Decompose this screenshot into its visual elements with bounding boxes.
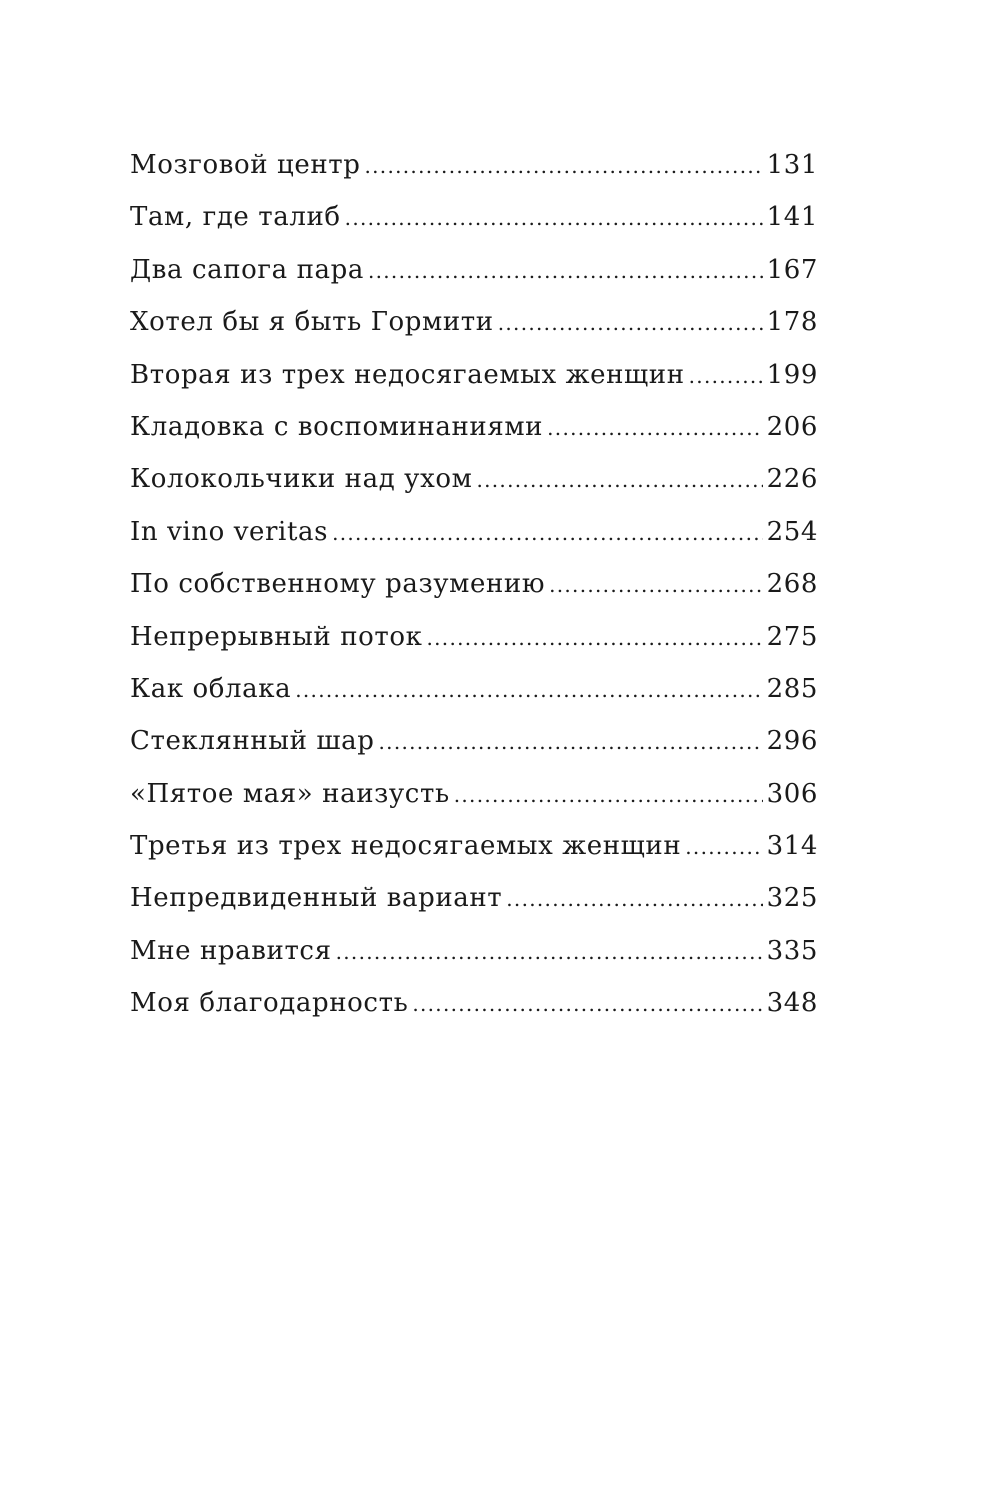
toc-entry [130, 622, 818, 674]
toc-entry [130, 255, 818, 307]
toc-entry-title: Хотел бы я быть Гормити [130, 307, 494, 338]
toc-dot-leader [364, 150, 762, 180]
toc-entry [130, 779, 818, 831]
toc-entry [130, 464, 818, 516]
toc-dot-leader [685, 831, 762, 861]
toc-entry-title: Кладовка с воспоминаниями [130, 411, 544, 442]
toc-entry-page: 199 [766, 359, 818, 390]
toc-entry-page: 226 [766, 464, 818, 495]
toc-entry-title: Мне нравится [130, 935, 332, 966]
toc-dot-leader [345, 202, 763, 232]
toc-entry-page: 325 [766, 883, 818, 914]
toc-dot-leader [412, 988, 762, 1018]
toc-entry [130, 517, 818, 569]
toc-entry-page: 306 [766, 778, 818, 809]
toc-entry [130, 883, 818, 935]
toc-entry-title: Колокольчики над ухом [130, 464, 473, 495]
toc-entry-title: Два сапога пара [130, 254, 364, 285]
toc-entry-page: 178 [766, 307, 818, 338]
toc-dot-leader [379, 726, 763, 756]
toc-entry-title: Третья из трех недосягаемых женщин [130, 831, 682, 862]
toc-entry-page: 131 [766, 150, 818, 180]
toc-dot-leader [476, 464, 762, 494]
toc-entry-title: Моя благодарность [130, 988, 409, 1019]
toc-entry-page: 275 [766, 621, 818, 652]
toc-entry-title: «Пятое мая» наизусть [130, 778, 450, 809]
toc-entry [130, 726, 818, 778]
toc-entry [130, 936, 818, 988]
toc-entry [130, 569, 818, 621]
toc-entry [130, 150, 818, 202]
toc-entry [130, 202, 818, 254]
toc-dot-leader [368, 255, 763, 285]
toc-entry-title: In vino veritas [130, 516, 329, 547]
toc-dot-leader [454, 779, 763, 809]
toc-dot-leader [336, 936, 763, 966]
toc-entry-title: Непрерывный поток [130, 621, 423, 652]
toc-entry-title: Стеклянный шар [130, 726, 375, 757]
toc-dot-leader [549, 569, 763, 599]
toc-entry-title: Как облака [130, 673, 292, 704]
toc-entry [130, 674, 818, 726]
toc-entry [130, 831, 818, 883]
toc-entry-title: Там, где талиб [130, 202, 341, 233]
toc-dot-leader [689, 360, 763, 390]
toc-entry [130, 988, 818, 1040]
toc-entry [130, 412, 818, 464]
toc-entry-page: 268 [766, 569, 818, 600]
toc-dot-leader [498, 307, 763, 337]
toc-entry [130, 360, 818, 412]
toc-dot-leader [295, 674, 762, 704]
toc-entry-title: Непредвиденный вариант [130, 883, 503, 914]
toc-entry [130, 307, 818, 359]
toc-entry-page: 335 [766, 935, 818, 966]
toc-entry-page: 254 [766, 516, 818, 547]
toc-entry-title: Вторая из трех недосягаемых женщин [130, 359, 685, 390]
toc-entry-title: Мозговой центр [130, 150, 361, 180]
toc-dot-leader [547, 412, 762, 442]
toc-entry-page: 206 [766, 411, 818, 442]
toc-entry-title: По собственному разумению [130, 569, 546, 600]
toc-entry-page: 141 [766, 202, 818, 233]
toc-dot-leader [332, 517, 763, 547]
toc-dot-leader [506, 883, 762, 913]
toc-entry-page: 296 [766, 726, 818, 757]
toc-entry-page: 314 [766, 831, 818, 862]
toc-dot-leader [426, 622, 762, 652]
toc-entry-page: 285 [766, 673, 818, 704]
toc-entry-page: 167 [766, 254, 818, 285]
toc-entry-page: 348 [766, 988, 818, 1019]
table-of-contents [130, 150, 818, 1041]
